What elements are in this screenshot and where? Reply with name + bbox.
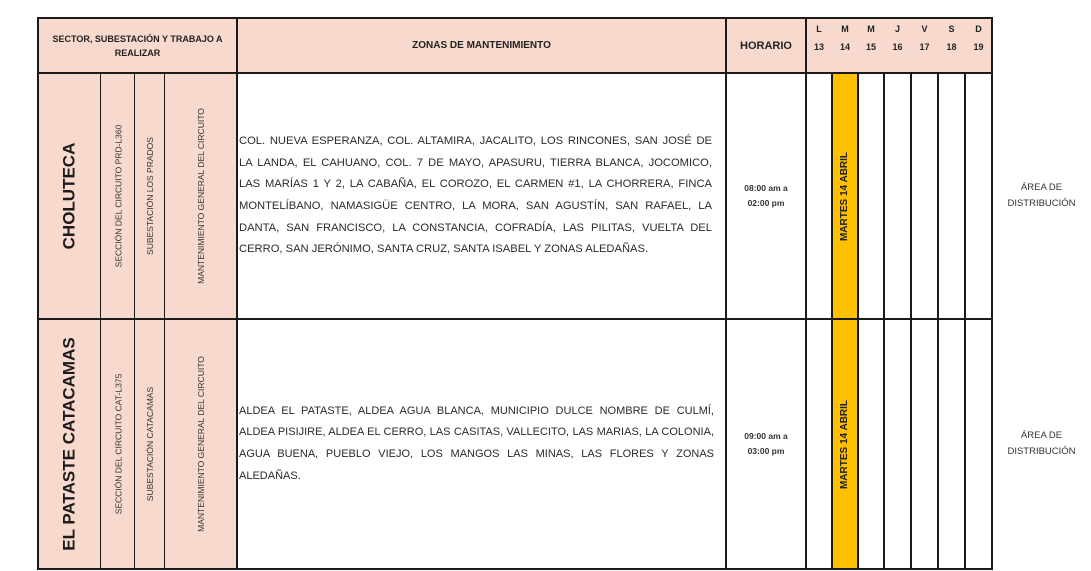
grid-line-v-992	[991, 17, 993, 570]
grid-line-day-2	[857, 72, 859, 570]
row2-area	[992, 319, 1091, 569]
row1-seccion-label: SECCIÓN DEL CIRCUITO PRD-L360	[113, 124, 123, 268]
row2-horario	[726, 319, 806, 569]
header-zonas	[237, 18, 726, 73]
day-number: 15	[865, 42, 876, 52]
day-letter: M	[867, 24, 875, 34]
grid-line-row-divider	[38, 318, 992, 320]
day-letter: M	[841, 24, 849, 34]
row1-sector	[38, 73, 101, 319]
grid-line-v-165	[164, 72, 165, 570]
header-sector-label: SECTOR, SUBESTACIÓN Y TRABAJO A REALIZAR	[52, 33, 223, 58]
grid-line-day-5	[937, 72, 939, 570]
grid-line-header-bottom	[38, 72, 992, 74]
row1-tuesday-highlight	[832, 73, 858, 319]
row1-horario-start: 08:00 am a	[744, 183, 788, 193]
day-header-2	[858, 24, 884, 52]
row2-fecha: MARTES 14 ABRIL	[839, 399, 851, 489]
row1-horario-end: 02:00 pm	[747, 198, 785, 208]
day-letter: J	[894, 24, 900, 34]
row1-trabajo-label: MANTENIMIENTO GENERAL DEL CIRCUITO	[196, 108, 207, 284]
row2-trabajo	[165, 319, 237, 569]
grid-line-bottom	[38, 568, 992, 570]
day-header-0	[806, 24, 832, 52]
grid-line-v-237	[236, 17, 238, 570]
row2-sector-label: EL PATASTE CATACAMAS	[59, 337, 79, 551]
row1-trabajo	[165, 73, 237, 319]
row1-subestacion	[135, 73, 165, 319]
day-header-4	[911, 24, 938, 52]
grid-line-v-101	[100, 72, 101, 570]
day-number: 14	[839, 42, 850, 52]
grid-line-v-806	[805, 17, 807, 570]
grid-line-top	[38, 17, 992, 19]
header-horario	[726, 18, 806, 73]
day-header-1	[832, 24, 858, 52]
row1-area-line1: ÁREA DE	[1020, 182, 1063, 193]
row1-area-line2: DISTRIBUCIÓN	[1007, 198, 1076, 209]
day-number: 13	[813, 42, 824, 52]
day-letter: D	[975, 24, 982, 34]
row2-subestacion-label: SUBESTACIÓN CATACAMAS	[145, 386, 156, 502]
row1-zonas	[237, 73, 726, 319]
grid-line-day-4	[910, 72, 912, 570]
day-letter: S	[948, 24, 955, 34]
row1-subestacion-label: SUBESTACIÓN LOS PRADOS	[145, 137, 155, 255]
row2-area-line1: ÁREA DE	[1020, 430, 1063, 441]
row2-seccion	[101, 319, 135, 569]
row2-tuesday-highlight	[832, 319, 858, 569]
row1-area	[992, 73, 1091, 319]
grid-line-day-1	[831, 72, 833, 570]
day-number: 18	[946, 42, 957, 52]
row1-horario	[726, 73, 806, 319]
grid-line-v-135	[134, 72, 135, 570]
header-horario-label: HORARIO	[740, 39, 792, 52]
day-letter: L	[816, 24, 822, 34]
row1-fecha: MARTES 14 ABRIL	[839, 151, 851, 241]
day-letter: V	[921, 24, 928, 34]
grid-line-v-726	[725, 17, 727, 570]
row2-horario-start: 09:00 am a	[744, 431, 788, 441]
row2-area-line2: DISTRIBUCIÓN	[1007, 446, 1076, 457]
row2-horario-end: 03:00 pm	[747, 446, 785, 456]
day-number: 17	[919, 42, 930, 52]
row1-seccion	[101, 73, 135, 319]
day-number: 16	[892, 42, 903, 52]
day-header-6	[965, 24, 992, 52]
grid-line-day-3	[883, 72, 885, 570]
day-header-5	[938, 24, 965, 52]
grid-line-day-6	[964, 72, 966, 570]
grid-line-left	[37, 17, 39, 570]
row2-sector	[38, 319, 101, 569]
row2-trabajo-label: MANTENIMIENTO GENERAL DEL CIRCUITO	[196, 356, 207, 532]
header-zonas-label: ZONAS DE MANTENIMIENTO	[412, 39, 551, 51]
row2-zonas	[237, 319, 726, 569]
row1-zonas-text: COL. NUEVA ESPERANZA, COL. ALTAMIRA, JACALITO, LOS RINCONES, SAN JOSÉ DE LA LANDA, EL CAHUANO, COL. 7 DE MAYO, APASURU, TIERRA BLANCA, JOCOMICO, LAS MARÍAS 1 Y 2, LA CABAÑA, EL COROZO, EL CARMEN #1, LA CHORRERA, FINCA MONTELÍBANO, NAMASIGÜE CENTRO, LA MORA, SAN AGUSTÍN, SAN RAFAEL, LA DANTA, SAN FRANCISCO, LA CONSTANCIA, COFRADÍA, LAS PILITAS, VUELTA DEL CERRO, SAN JERÓNIMO, SANTA CRUZ, SANTA ISABEL Y ZONAS ALEDAÑAS.	[239, 135, 712, 256]
day-header-3	[884, 24, 911, 52]
day-number: 19	[973, 42, 984, 52]
row2-subestacion	[135, 319, 165, 569]
row2-zonas-text: ALDEA EL PATASTE, ALDEA AGUA BLANCA, MUNICIPIO DULCE NOMBRE DE CULMÍ, ALDEA PISIJIRE, ALDEA EL CERRO, LAS CASITAS, VALLECITO, LAS MARIAS, LA COLONIA, AGUA BUENA, PUEBLO VIEJO, LOS MANGOS LAS MINAS, LAS FLORES Y ZONAS ALEDAÑAS.	[239, 404, 714, 482]
row2-seccion-label: SECCIÓN DEL CIRCUITO CAT-L375	[113, 373, 124, 515]
row1-sector-label: CHOLUTECA	[59, 142, 79, 250]
header-sector	[38, 18, 237, 73]
